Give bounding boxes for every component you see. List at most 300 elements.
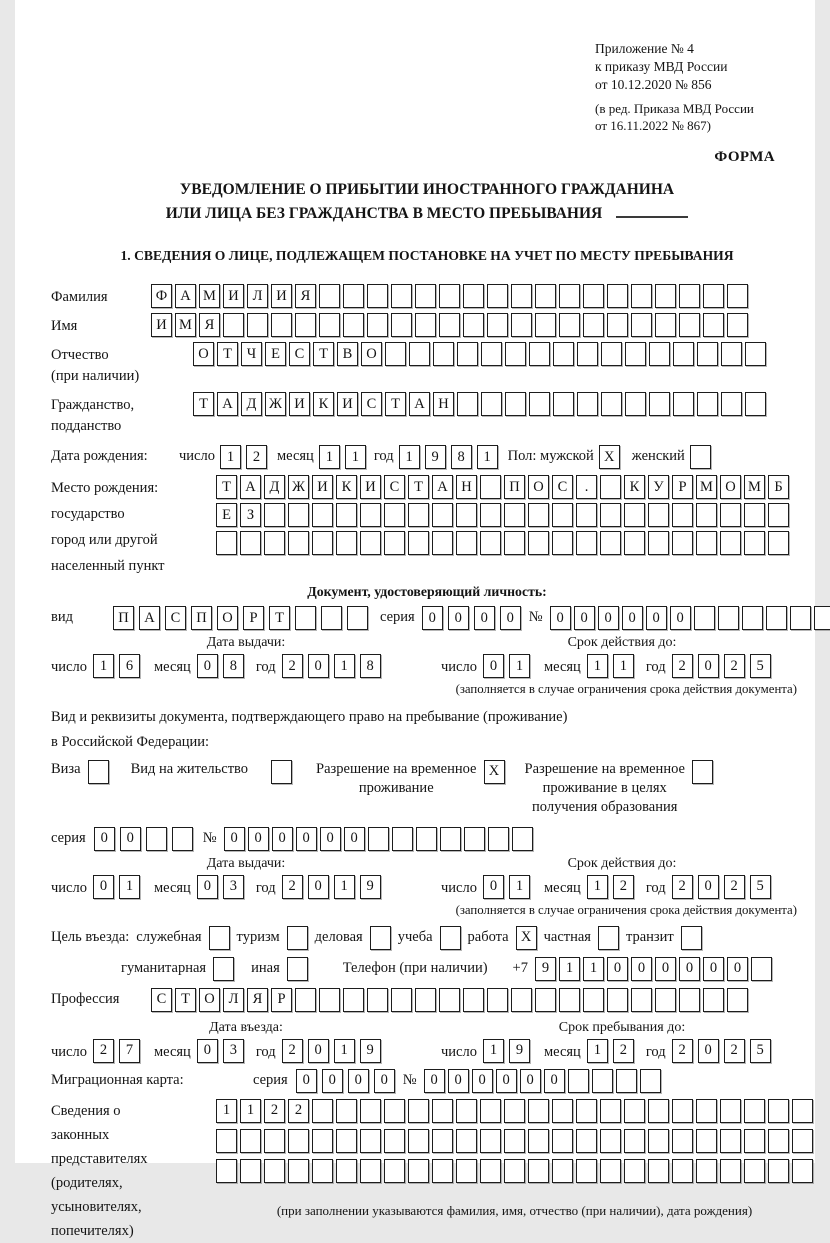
form-cell[interactable]: 2 bbox=[613, 875, 634, 899]
form-cell[interactable] bbox=[312, 1099, 333, 1123]
form-cell[interactable] bbox=[600, 1099, 621, 1123]
form-cell[interactable] bbox=[648, 1159, 669, 1183]
form-cell[interactable] bbox=[216, 531, 237, 555]
form-cell[interactable] bbox=[439, 313, 460, 337]
form-cell[interactable] bbox=[457, 342, 478, 366]
form-cell[interactable] bbox=[409, 342, 430, 366]
form-cell[interactable]: С bbox=[151, 988, 172, 1012]
form-cell[interactable] bbox=[720, 1129, 741, 1153]
form-cell[interactable]: 2 bbox=[282, 654, 303, 678]
form-cell[interactable]: 1 bbox=[587, 875, 608, 899]
form-cell[interactable] bbox=[607, 313, 628, 337]
form-cell[interactable] bbox=[240, 531, 261, 555]
form-cell[interactable] bbox=[790, 606, 811, 630]
form-cell[interactable] bbox=[624, 531, 645, 555]
form-cell[interactable]: 0 bbox=[607, 957, 628, 981]
form-cell[interactable]: 1 bbox=[334, 1039, 355, 1063]
form-cell[interactable]: 0 bbox=[348, 1069, 369, 1093]
form-cell[interactable]: 2 bbox=[724, 875, 745, 899]
form-cell[interactable] bbox=[360, 1159, 381, 1183]
form-cell[interactable] bbox=[692, 760, 713, 784]
form-cell[interactable] bbox=[552, 1099, 573, 1123]
form-cell[interactable]: М bbox=[175, 313, 196, 337]
form-cell[interactable] bbox=[213, 957, 234, 981]
form-cell[interactable] bbox=[655, 988, 676, 1012]
form-cell[interactable] bbox=[655, 284, 676, 308]
form-cell[interactable] bbox=[592, 1069, 613, 1093]
form-cell[interactable] bbox=[488, 827, 509, 851]
form-cell[interactable] bbox=[319, 988, 340, 1012]
form-cell[interactable]: 8 bbox=[360, 654, 381, 678]
form-cell[interactable]: А bbox=[139, 606, 160, 630]
form-cell[interactable] bbox=[146, 827, 167, 851]
form-cell[interactable] bbox=[568, 1069, 589, 1093]
form-cell[interactable]: 0 bbox=[308, 875, 329, 899]
form-cell[interactable]: 0 bbox=[544, 1069, 565, 1093]
form-cell[interactable] bbox=[624, 1159, 645, 1183]
form-cell[interactable] bbox=[742, 606, 763, 630]
form-cell[interactable]: О bbox=[217, 606, 238, 630]
form-cell[interactable] bbox=[792, 1159, 813, 1183]
form-cell[interactable] bbox=[600, 1159, 621, 1183]
form-cell[interactable]: 0 bbox=[550, 606, 571, 630]
form-cell[interactable]: 1 bbox=[509, 875, 530, 899]
form-cell[interactable] bbox=[481, 392, 502, 416]
form-cell[interactable]: Т bbox=[193, 392, 214, 416]
form-cell[interactable]: Т bbox=[269, 606, 290, 630]
form-cell[interactable] bbox=[336, 1159, 357, 1183]
form-cell[interactable] bbox=[312, 1159, 333, 1183]
form-cell[interactable] bbox=[287, 926, 308, 950]
form-cell[interactable] bbox=[625, 342, 646, 366]
form-cell[interactable] bbox=[703, 284, 724, 308]
form-cell[interactable]: 0 bbox=[698, 654, 719, 678]
form-cell[interactable]: О bbox=[199, 988, 220, 1012]
form-cell[interactable] bbox=[655, 313, 676, 337]
form-cell[interactable]: Д bbox=[241, 392, 262, 416]
form-cell[interactable] bbox=[727, 284, 748, 308]
form-cell[interactable] bbox=[432, 503, 453, 527]
form-cell[interactable] bbox=[463, 988, 484, 1012]
form-cell[interactable] bbox=[600, 531, 621, 555]
form-cell[interactable]: 2 bbox=[282, 875, 303, 899]
form-cell[interactable] bbox=[456, 1159, 477, 1183]
form-cell[interactable] bbox=[360, 531, 381, 555]
form-cell[interactable]: 3 bbox=[223, 875, 244, 899]
form-cell[interactable]: 2 bbox=[724, 1039, 745, 1063]
form-cell[interactable] bbox=[703, 313, 724, 337]
form-cell[interactable] bbox=[745, 342, 766, 366]
form-cell[interactable] bbox=[321, 606, 342, 630]
form-cell[interactable] bbox=[247, 313, 268, 337]
form-cell[interactable] bbox=[696, 503, 717, 527]
form-cell[interactable] bbox=[672, 531, 693, 555]
form-cell[interactable] bbox=[703, 988, 724, 1012]
form-cell[interactable] bbox=[600, 1129, 621, 1153]
form-cell[interactable]: 9 bbox=[360, 1039, 381, 1063]
form-cell[interactable] bbox=[649, 392, 670, 416]
form-cell[interactable] bbox=[480, 1099, 501, 1123]
form-cell[interactable] bbox=[432, 1129, 453, 1153]
form-cell[interactable] bbox=[433, 342, 454, 366]
form-cell[interactable] bbox=[391, 313, 412, 337]
form-cell[interactable] bbox=[271, 760, 292, 784]
form-cell[interactable]: 0 bbox=[679, 957, 700, 981]
form-cell[interactable] bbox=[583, 988, 604, 1012]
form-cell[interactable]: С bbox=[289, 342, 310, 366]
form-cell[interactable]: X bbox=[516, 926, 537, 950]
form-cell[interactable] bbox=[744, 1129, 765, 1153]
form-cell[interactable]: Л bbox=[247, 284, 268, 308]
form-cell[interactable] bbox=[672, 1129, 693, 1153]
form-cell[interactable] bbox=[384, 1159, 405, 1183]
form-cell[interactable] bbox=[487, 988, 508, 1012]
form-cell[interactable] bbox=[463, 284, 484, 308]
form-cell[interactable] bbox=[559, 988, 580, 1012]
form-cell[interactable] bbox=[367, 988, 388, 1012]
form-cell[interactable]: О bbox=[528, 475, 549, 499]
form-cell[interactable] bbox=[814, 606, 830, 630]
form-cell[interactable] bbox=[480, 503, 501, 527]
form-cell[interactable]: И bbox=[223, 284, 244, 308]
form-cell[interactable]: 0 bbox=[197, 875, 218, 899]
form-cell[interactable] bbox=[384, 503, 405, 527]
form-cell[interactable] bbox=[528, 1099, 549, 1123]
form-cell[interactable]: 0 bbox=[93, 875, 114, 899]
form-cell[interactable] bbox=[672, 1099, 693, 1123]
form-cell[interactable]: Н bbox=[433, 392, 454, 416]
form-cell[interactable] bbox=[347, 606, 368, 630]
form-cell[interactable]: 0 bbox=[424, 1069, 445, 1093]
form-cell[interactable] bbox=[552, 531, 573, 555]
form-cell[interactable] bbox=[264, 1159, 285, 1183]
form-cell[interactable] bbox=[512, 827, 533, 851]
form-cell[interactable]: 0 bbox=[296, 827, 317, 851]
form-cell[interactable]: Т bbox=[216, 475, 237, 499]
form-cell[interactable]: Т bbox=[217, 342, 238, 366]
form-cell[interactable] bbox=[456, 1129, 477, 1153]
form-cell[interactable]: 8 bbox=[223, 654, 244, 678]
form-cell[interactable] bbox=[457, 392, 478, 416]
form-cell[interactable] bbox=[600, 503, 621, 527]
form-cell[interactable]: Р bbox=[672, 475, 693, 499]
form-cell[interactable]: 9 bbox=[425, 445, 446, 469]
form-cell[interactable] bbox=[271, 313, 292, 337]
form-cell[interactable]: 1 bbox=[583, 957, 604, 981]
form-cell[interactable] bbox=[631, 284, 652, 308]
form-cell[interactable] bbox=[768, 503, 789, 527]
form-cell[interactable]: 0 bbox=[197, 654, 218, 678]
form-cell[interactable]: Б bbox=[768, 475, 789, 499]
form-cell[interactable]: О bbox=[193, 342, 214, 366]
form-cell[interactable] bbox=[768, 531, 789, 555]
form-cell[interactable] bbox=[480, 475, 501, 499]
form-cell[interactable]: Е bbox=[216, 503, 237, 527]
form-cell[interactable] bbox=[648, 1129, 669, 1153]
form-cell[interactable] bbox=[552, 503, 573, 527]
form-cell[interactable]: Т bbox=[175, 988, 196, 1012]
form-cell[interactable]: П bbox=[191, 606, 212, 630]
form-cell[interactable] bbox=[264, 531, 285, 555]
form-cell[interactable] bbox=[511, 988, 532, 1012]
form-cell[interactable] bbox=[439, 988, 460, 1012]
form-cell[interactable] bbox=[319, 313, 340, 337]
form-cell[interactable] bbox=[336, 1099, 357, 1123]
document-number-blank[interactable] bbox=[616, 205, 688, 218]
form-cell[interactable] bbox=[576, 1129, 597, 1153]
form-cell[interactable]: П bbox=[113, 606, 134, 630]
form-cell[interactable] bbox=[336, 1129, 357, 1153]
form-cell[interactable]: В bbox=[337, 342, 358, 366]
form-cell[interactable] bbox=[223, 313, 244, 337]
form-cell[interactable] bbox=[697, 392, 718, 416]
form-cell[interactable] bbox=[88, 760, 109, 784]
form-cell[interactable]: 1 bbox=[119, 875, 140, 899]
form-cell[interactable]: 0 bbox=[698, 1039, 719, 1063]
form-cell[interactable] bbox=[408, 503, 429, 527]
form-cell[interactable]: М bbox=[199, 284, 220, 308]
form-cell[interactable] bbox=[172, 827, 193, 851]
form-cell[interactable]: Т bbox=[385, 392, 406, 416]
form-cell[interactable]: 8 bbox=[451, 445, 472, 469]
form-cell[interactable] bbox=[616, 1069, 637, 1093]
form-cell[interactable] bbox=[553, 392, 574, 416]
form-cell[interactable] bbox=[295, 606, 316, 630]
form-cell[interactable] bbox=[721, 342, 742, 366]
form-cell[interactable] bbox=[432, 1099, 453, 1123]
form-cell[interactable]: 0 bbox=[622, 606, 643, 630]
form-cell[interactable]: З bbox=[240, 503, 261, 527]
form-cell[interactable] bbox=[216, 1159, 237, 1183]
form-cell[interactable]: У bbox=[648, 475, 669, 499]
form-cell[interactable]: 1 bbox=[319, 445, 340, 469]
form-cell[interactable]: И bbox=[289, 392, 310, 416]
form-cell[interactable]: О bbox=[720, 475, 741, 499]
form-cell[interactable]: 1 bbox=[587, 1039, 608, 1063]
form-cell[interactable]: 0 bbox=[472, 1069, 493, 1093]
form-cell[interactable]: 1 bbox=[559, 957, 580, 981]
form-cell[interactable] bbox=[744, 531, 765, 555]
form-cell[interactable] bbox=[295, 988, 316, 1012]
form-cell[interactable] bbox=[583, 284, 604, 308]
form-cell[interactable]: 0 bbox=[474, 606, 495, 630]
form-cell[interactable] bbox=[481, 342, 502, 366]
form-cell[interactable] bbox=[601, 392, 622, 416]
form-cell[interactable] bbox=[744, 1099, 765, 1123]
form-cell[interactable] bbox=[745, 392, 766, 416]
form-cell[interactable] bbox=[464, 827, 485, 851]
form-cell[interactable]: С bbox=[165, 606, 186, 630]
form-cell[interactable] bbox=[681, 926, 702, 950]
form-cell[interactable]: 2 bbox=[246, 445, 267, 469]
form-cell[interactable] bbox=[432, 531, 453, 555]
form-cell[interactable] bbox=[576, 1099, 597, 1123]
form-cell[interactable]: 2 bbox=[93, 1039, 114, 1063]
form-cell[interactable] bbox=[432, 1159, 453, 1183]
form-cell[interactable] bbox=[312, 531, 333, 555]
form-cell[interactable] bbox=[690, 445, 711, 469]
form-cell[interactable]: 2 bbox=[613, 1039, 634, 1063]
form-cell[interactable] bbox=[528, 1129, 549, 1153]
form-cell[interactable] bbox=[559, 284, 580, 308]
form-cell[interactable] bbox=[367, 284, 388, 308]
form-cell[interactable] bbox=[577, 342, 598, 366]
form-cell[interactable]: 0 bbox=[520, 1069, 541, 1093]
form-cell[interactable] bbox=[288, 531, 309, 555]
form-cell[interactable] bbox=[577, 392, 598, 416]
form-cell[interactable]: 0 bbox=[94, 827, 115, 851]
form-cell[interactable] bbox=[744, 503, 765, 527]
form-cell[interactable] bbox=[367, 313, 388, 337]
form-cell[interactable] bbox=[391, 988, 412, 1012]
form-cell[interactable] bbox=[415, 284, 436, 308]
form-cell[interactable] bbox=[552, 1159, 573, 1183]
form-cell[interactable]: Я bbox=[295, 284, 316, 308]
form-cell[interactable] bbox=[360, 1129, 381, 1153]
form-cell[interactable]: 5 bbox=[750, 654, 771, 678]
form-cell[interactable] bbox=[648, 1099, 669, 1123]
form-cell[interactable] bbox=[487, 284, 508, 308]
form-cell[interactable] bbox=[415, 313, 436, 337]
form-cell[interactable] bbox=[673, 392, 694, 416]
form-cell[interactable] bbox=[576, 503, 597, 527]
form-cell[interactable]: 0 bbox=[483, 654, 504, 678]
form-cell[interactable]: 0 bbox=[670, 606, 691, 630]
form-cell[interactable] bbox=[528, 531, 549, 555]
form-cell[interactable]: 1 bbox=[240, 1099, 261, 1123]
form-cell[interactable] bbox=[319, 284, 340, 308]
form-cell[interactable] bbox=[504, 503, 525, 527]
form-cell[interactable] bbox=[209, 926, 230, 950]
form-cell[interactable]: 5 bbox=[750, 1039, 771, 1063]
form-cell[interactable] bbox=[511, 284, 532, 308]
form-cell[interactable]: К bbox=[624, 475, 645, 499]
form-cell[interactable] bbox=[408, 531, 429, 555]
form-cell[interactable]: 1 bbox=[216, 1099, 237, 1123]
form-cell[interactable] bbox=[264, 1129, 285, 1153]
form-cell[interactable] bbox=[672, 503, 693, 527]
form-cell[interactable] bbox=[583, 313, 604, 337]
form-cell[interactable]: 0 bbox=[296, 1069, 317, 1093]
form-cell[interactable]: 0 bbox=[646, 606, 667, 630]
form-cell[interactable]: С bbox=[361, 392, 382, 416]
form-cell[interactable]: 2 bbox=[672, 1039, 693, 1063]
form-cell[interactable] bbox=[751, 957, 772, 981]
form-cell[interactable] bbox=[264, 503, 285, 527]
form-cell[interactable]: 0 bbox=[322, 1069, 343, 1093]
form-cell[interactable]: 0 bbox=[483, 875, 504, 899]
form-cell[interactable] bbox=[624, 1099, 645, 1123]
form-cell[interactable]: А bbox=[175, 284, 196, 308]
form-cell[interactable]: 1 bbox=[587, 654, 608, 678]
form-cell[interactable] bbox=[768, 1159, 789, 1183]
form-cell[interactable]: 0 bbox=[448, 1069, 469, 1093]
form-cell[interactable] bbox=[553, 342, 574, 366]
form-cell[interactable]: Л bbox=[223, 988, 244, 1012]
form-cell[interactable] bbox=[601, 342, 622, 366]
form-cell[interactable] bbox=[672, 1159, 693, 1183]
form-cell[interactable]: 0 bbox=[272, 827, 293, 851]
form-cell[interactable]: О bbox=[361, 342, 382, 366]
form-cell[interactable]: Е bbox=[265, 342, 286, 366]
form-cell[interactable]: И bbox=[271, 284, 292, 308]
form-cell[interactable]: А bbox=[217, 392, 238, 416]
form-cell[interactable] bbox=[529, 342, 550, 366]
form-cell[interactable] bbox=[463, 313, 484, 337]
form-cell[interactable] bbox=[528, 503, 549, 527]
form-cell[interactable] bbox=[336, 531, 357, 555]
form-cell[interactable] bbox=[625, 392, 646, 416]
form-cell[interactable] bbox=[288, 1129, 309, 1153]
form-cell[interactable] bbox=[696, 1129, 717, 1153]
form-cell[interactable] bbox=[679, 284, 700, 308]
form-cell[interactable] bbox=[391, 284, 412, 308]
form-cell[interactable]: 9 bbox=[509, 1039, 530, 1063]
form-cell[interactable]: Р bbox=[243, 606, 264, 630]
form-cell[interactable]: 1 bbox=[93, 654, 114, 678]
form-cell[interactable]: 1 bbox=[345, 445, 366, 469]
form-cell[interactable]: 0 bbox=[224, 827, 245, 851]
form-cell[interactable] bbox=[576, 531, 597, 555]
form-cell[interactable]: Н bbox=[456, 475, 477, 499]
form-cell[interactable] bbox=[504, 1129, 525, 1153]
form-cell[interactable]: X bbox=[599, 445, 620, 469]
form-cell[interactable]: Т bbox=[313, 342, 334, 366]
form-cell[interactable] bbox=[216, 1129, 237, 1153]
form-cell[interactable]: 0 bbox=[308, 654, 329, 678]
form-cell[interactable] bbox=[631, 988, 652, 1012]
form-cell[interactable]: 0 bbox=[631, 957, 652, 981]
form-cell[interactable] bbox=[440, 827, 461, 851]
form-cell[interactable]: 2 bbox=[282, 1039, 303, 1063]
form-cell[interactable] bbox=[384, 1099, 405, 1123]
form-cell[interactable] bbox=[336, 503, 357, 527]
form-cell[interactable] bbox=[456, 531, 477, 555]
form-cell[interactable] bbox=[552, 1129, 573, 1153]
form-cell[interactable] bbox=[240, 1129, 261, 1153]
form-cell[interactable]: X bbox=[484, 760, 505, 784]
form-cell[interactable] bbox=[240, 1159, 261, 1183]
form-cell[interactable] bbox=[295, 313, 316, 337]
form-cell[interactable]: М bbox=[744, 475, 765, 499]
form-cell[interactable] bbox=[288, 1159, 309, 1183]
form-cell[interactable]: Я bbox=[199, 313, 220, 337]
form-cell[interactable]: М bbox=[696, 475, 717, 499]
form-cell[interactable]: А bbox=[409, 392, 430, 416]
form-cell[interactable] bbox=[384, 531, 405, 555]
form-cell[interactable]: И bbox=[360, 475, 381, 499]
form-cell[interactable]: 0 bbox=[598, 606, 619, 630]
form-cell[interactable] bbox=[598, 926, 619, 950]
form-cell[interactable] bbox=[408, 1159, 429, 1183]
form-cell[interactable] bbox=[792, 1129, 813, 1153]
form-cell[interactable] bbox=[648, 531, 669, 555]
form-cell[interactable]: А bbox=[432, 475, 453, 499]
form-cell[interactable] bbox=[600, 475, 621, 499]
form-cell[interactable]: И bbox=[312, 475, 333, 499]
form-cell[interactable]: 1 bbox=[220, 445, 241, 469]
form-cell[interactable]: Р bbox=[271, 988, 292, 1012]
form-cell[interactable]: 0 bbox=[308, 1039, 329, 1063]
form-cell[interactable] bbox=[408, 1099, 429, 1123]
form-cell[interactable]: Ж bbox=[288, 475, 309, 499]
form-cell[interactable] bbox=[648, 503, 669, 527]
form-cell[interactable] bbox=[792, 1099, 813, 1123]
form-cell[interactable]: С bbox=[552, 475, 573, 499]
form-cell[interactable]: 0 bbox=[248, 827, 269, 851]
form-cell[interactable]: 0 bbox=[698, 875, 719, 899]
form-cell[interactable]: 1 bbox=[334, 875, 355, 899]
